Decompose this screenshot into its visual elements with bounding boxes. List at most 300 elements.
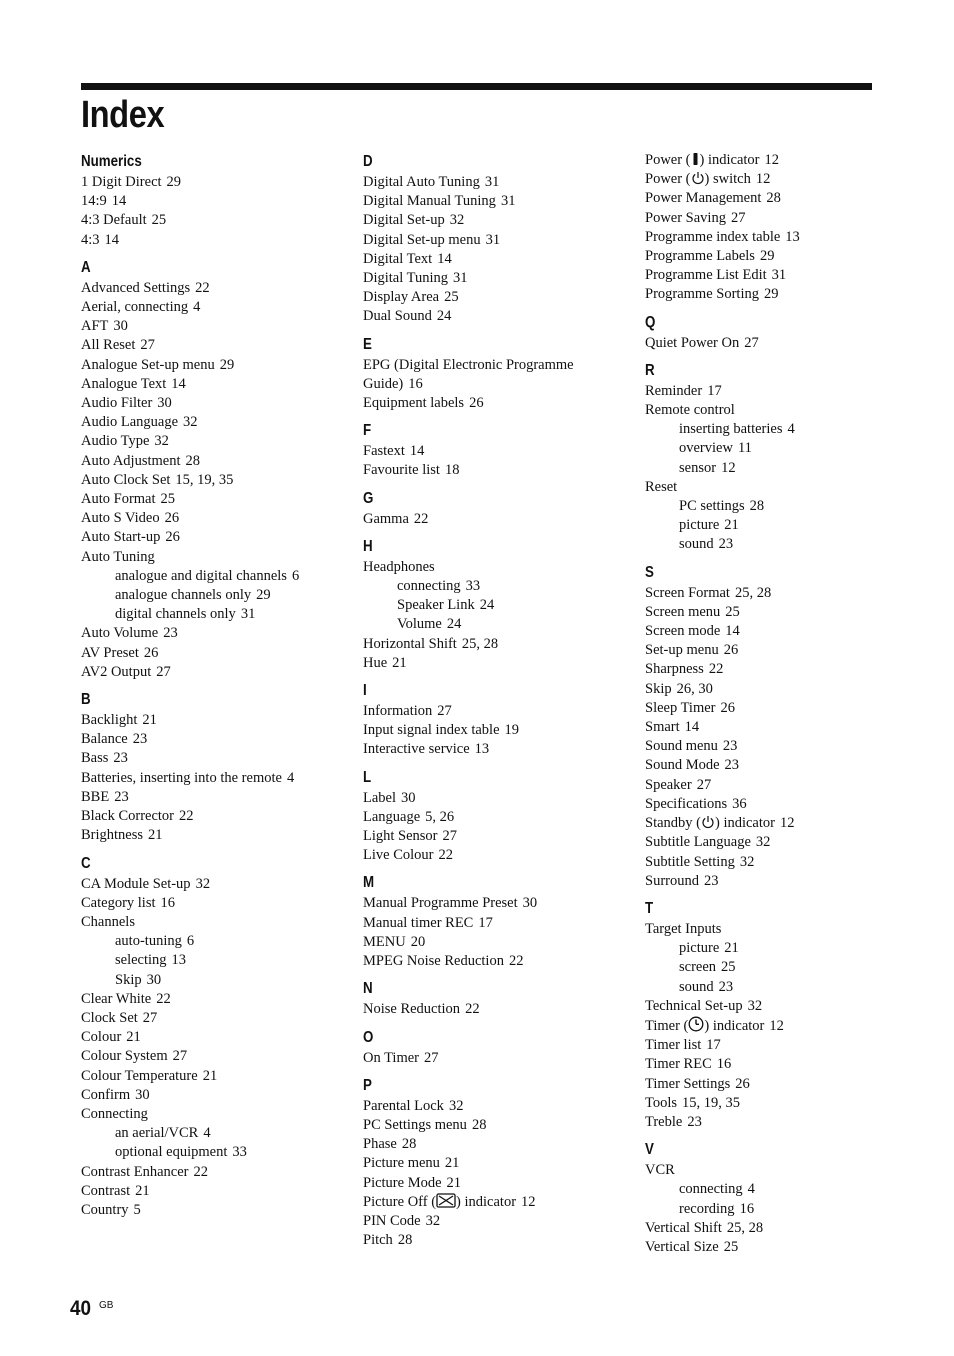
entry-pages: 32	[755, 834, 771, 851]
entry-term: sensor	[679, 459, 717, 476]
entry-pages: 25	[160, 491, 176, 508]
index-entry	[363, 356, 628, 375]
index-section	[81, 151, 346, 250]
index-entry	[363, 231, 628, 250]
entry-pages: 24	[436, 308, 452, 325]
entry-term: Horizontal Shift	[363, 635, 457, 652]
entry-term: sound	[679, 536, 714, 553]
index-entry	[645, 603, 910, 622]
entry-pages: 17	[706, 1037, 721, 1054]
entry-term: Picture menu	[363, 1155, 440, 1172]
index-entry	[81, 769, 346, 788]
index-section	[363, 1027, 628, 1068]
index-entry	[645, 1219, 910, 1238]
entry-term: Timer Settings	[645, 1075, 731, 1092]
entry-term: Digital Manual Tuning	[363, 193, 496, 210]
entry-pages: 32	[448, 1097, 464, 1114]
entry-term: picture	[679, 517, 720, 534]
entry-term: Sound menu	[645, 738, 718, 755]
index-section	[81, 853, 346, 1221]
entry-pages: 28	[401, 1136, 417, 1153]
entry-term: Speaker Link	[397, 597, 475, 614]
index-section	[363, 872, 628, 971]
entry-pages: 28	[766, 190, 781, 207]
index-entry	[363, 702, 628, 721]
index-entry	[645, 660, 910, 679]
index-section	[363, 488, 628, 529]
entry-term: Power Saving	[645, 209, 726, 226]
entry-pages: 32	[739, 853, 755, 870]
entry-pages: 30	[146, 971, 162, 988]
index-subentry	[645, 939, 910, 958]
entry-term: Connecting	[81, 1105, 148, 1122]
entry-term: 14:9	[81, 193, 107, 210]
entry-pages: 31	[484, 174, 500, 190]
index-entry	[363, 461, 628, 480]
index-entry	[81, 1009, 346, 1028]
index-entry	[81, 528, 346, 547]
entry-term: screen	[679, 959, 717, 976]
entry-pages: 27	[730, 209, 746, 226]
index-entry	[645, 334, 910, 353]
entry-term: Subtitle Setting	[645, 853, 735, 870]
entry-term: Tools	[645, 1094, 678, 1111]
entry-term: Category list	[81, 894, 156, 911]
index-entry	[363, 1135, 628, 1154]
entry-term: Skip	[645, 680, 672, 697]
index-entry	[645, 1075, 910, 1094]
index-entry	[81, 1182, 346, 1201]
index-section	[645, 151, 910, 305]
entry-pages: 6	[186, 933, 195, 950]
index-entry	[363, 1212, 628, 1231]
index-entry	[81, 826, 346, 845]
entry-pages: 27	[142, 1009, 158, 1026]
entry-term: Sharpness	[645, 661, 704, 678]
entry-pages: 29	[759, 248, 775, 265]
entry-pages: 32	[154, 433, 169, 450]
index-entry	[645, 814, 910, 833]
entry-pages: 17	[707, 382, 722, 399]
index-entry	[645, 189, 910, 208]
entry-pages: 25	[725, 603, 740, 620]
entry-pages: 23	[718, 536, 734, 553]
entry-term: PC Settings menu	[363, 1116, 467, 1133]
index-entry	[81, 644, 346, 663]
index-entry	[81, 298, 346, 317]
entry-pages: 32	[183, 414, 198, 431]
index-entry	[363, 558, 628, 577]
entry-term: Country	[81, 1201, 129, 1218]
entry-term: Screen mode	[645, 623, 721, 640]
entry-term: Language	[363, 808, 421, 825]
index-entry	[81, 413, 346, 432]
index-entry	[645, 382, 910, 401]
section-letter: S	[645, 563, 654, 581]
power-symbol-icon	[691, 171, 705, 185]
index-entry	[81, 990, 346, 1009]
entry-term: Channels	[81, 913, 135, 930]
index-column-1	[81, 151, 346, 1227]
entry-term: Power (	[645, 152, 691, 168]
entry-pages: 30	[113, 318, 128, 335]
entry-term: Colour	[81, 1029, 122, 1046]
entry-term: Target Inputs	[645, 920, 722, 937]
entry-term: Screen menu	[645, 603, 721, 620]
entry-term: Light Sensor	[363, 828, 438, 845]
entry-term: Reset	[645, 478, 678, 495]
entry-term: Auto Start-up	[81, 529, 161, 546]
index-subentry	[645, 978, 910, 997]
entry-pages: 27	[442, 828, 458, 845]
entry-term: Technical Set-up	[645, 997, 743, 1014]
entry-term: Set-up menu	[645, 642, 719, 659]
section-letter: I	[363, 682, 367, 700]
entry-term-rest: ) indicator	[699, 152, 760, 168]
entry-term: recording	[679, 1200, 735, 1217]
index-subentry	[645, 516, 910, 535]
entry-term: Fastext	[363, 443, 405, 460]
entry-term: Input signal index table	[363, 722, 500, 739]
entry-term: Auto Volume	[81, 625, 159, 642]
index-entry	[81, 432, 346, 451]
index-entry	[363, 827, 628, 846]
entry-term: Reminder	[645, 382, 703, 399]
entry-term: Analogue Text	[81, 375, 167, 392]
entry-term: Confirm	[81, 1086, 131, 1103]
entry-pages: 31	[771, 267, 787, 284]
entry-pages: 15, 19, 35	[682, 1094, 741, 1111]
entry-pages: 21	[446, 1174, 462, 1191]
entry-pages: 12	[779, 815, 795, 832]
entry-term: Timer list	[645, 1037, 702, 1054]
entry-term: Bass	[81, 750, 109, 767]
entry-pages: 12	[755, 171, 771, 188]
index-entry	[645, 872, 910, 891]
index-entry	[81, 1047, 346, 1066]
entry-term: Guide)	[363, 375, 404, 392]
index-entry	[363, 721, 628, 740]
entry-term: Information	[363, 703, 433, 720]
index-subentry	[81, 951, 346, 970]
index-entry	[363, 192, 628, 211]
index-subentry	[645, 958, 910, 977]
entry-pages: 12	[769, 1017, 784, 1034]
index-entry	[81, 1163, 346, 1182]
entry-term: CA Module Set-up	[81, 875, 191, 892]
entry-term: Colour System	[81, 1048, 168, 1065]
entry-term: Digital Auto Tuning	[363, 174, 480, 190]
entry-pages: 26	[164, 510, 180, 527]
entry-term: Auto Adjustment	[81, 452, 181, 469]
entry-term: Screen Format	[645, 584, 730, 601]
index-entry	[645, 1238, 910, 1257]
entry-pages: 31	[500, 193, 516, 210]
entry-term: Manual Programme Preset	[363, 895, 518, 912]
entry-pages: 21	[148, 827, 163, 844]
index-entry	[81, 1201, 346, 1220]
entry-term: Smart	[645, 719, 680, 736]
index-entry	[81, 913, 346, 932]
entry-term: Pitch	[363, 1232, 393, 1249]
entry-pages: 12	[721, 459, 736, 476]
index-section	[363, 767, 628, 866]
index-entry	[645, 756, 910, 775]
entry-term: AV Preset	[81, 644, 139, 661]
index-entry	[645, 151, 910, 170]
entry-pages: 23	[718, 978, 734, 995]
index-entry	[81, 663, 346, 682]
entry-term: Picture Mode	[363, 1174, 442, 1191]
index-entry	[363, 1154, 628, 1173]
index-entry	[81, 452, 346, 471]
timer-clock-icon	[688, 1016, 704, 1032]
entry-pages: 11	[737, 440, 752, 457]
top-rule	[81, 83, 872, 90]
entry-pages: 19	[504, 722, 520, 739]
entry-term: Audio Type	[81, 433, 150, 450]
section-letter: A	[81, 258, 91, 276]
index-section	[81, 257, 346, 682]
index-entry	[645, 228, 910, 247]
index-entry	[363, 288, 628, 307]
entry-pages: 5, 26	[425, 808, 455, 825]
entry-term: Auto Tuning	[81, 548, 155, 565]
index-entry	[645, 247, 910, 266]
entry-term: selecting	[115, 952, 167, 969]
entry-term: digital channels only	[115, 606, 236, 623]
entry-term: Skip	[115, 971, 142, 988]
page-suffix: GB	[99, 1300, 114, 1311]
index-entry	[645, 833, 910, 852]
index-entry	[363, 914, 628, 933]
entry-pages: 14	[409, 443, 425, 460]
entry-pages: 21	[142, 712, 157, 729]
entry-term: Treble	[645, 1113, 683, 1130]
section-letter: B	[81, 691, 91, 709]
entry-pages: 21	[724, 940, 739, 957]
index-entry	[81, 356, 346, 375]
index-entry	[645, 718, 910, 737]
entry-term: Subtitle Language	[645, 834, 751, 851]
entry-term: Favourite list	[363, 462, 440, 479]
entry-pages: 25	[151, 212, 167, 229]
index-entry	[645, 584, 910, 603]
index-subentry	[81, 567, 346, 586]
section-letter: L	[363, 768, 372, 786]
index-entry	[645, 737, 910, 756]
entry-pages: 15, 19, 35	[175, 471, 234, 488]
entry-term-rest: ) indicator	[714, 815, 775, 832]
entry-pages: 28	[397, 1232, 413, 1249]
entry-pages: 25	[444, 289, 459, 306]
entry-term: Phase	[363, 1136, 397, 1153]
index-section	[645, 898, 910, 1132]
entry-term: Digital Tuning	[363, 270, 449, 287]
index-subentry	[645, 1180, 910, 1199]
entry-term: sound	[679, 978, 714, 995]
index-entry	[81, 192, 346, 211]
entry-pages: 25, 28	[734, 584, 772, 601]
entry-term: Live Colour	[363, 847, 434, 864]
index-entry	[363, 952, 628, 971]
index-entry	[81, 894, 346, 913]
entry-pages: 12	[764, 152, 780, 168]
entry-pages: 27	[437, 703, 452, 720]
entry-pages: 26	[165, 529, 180, 546]
index-entry	[81, 807, 346, 826]
index-entry	[363, 211, 628, 230]
section-letter: F	[363, 422, 372, 440]
entry-pages: 23	[132, 731, 148, 748]
index-entry	[81, 749, 346, 768]
entry-pages: 36	[732, 795, 747, 812]
entry-term: Audio Language	[81, 414, 179, 431]
entry-term: All Reset	[81, 337, 136, 354]
entry-pages: 25, 28	[461, 635, 499, 652]
section-letter: N	[363, 980, 373, 998]
index-entry	[645, 1161, 910, 1180]
index-subentry	[81, 605, 346, 624]
entry-term: Surround	[645, 872, 699, 889]
index-entry	[81, 394, 346, 413]
index-subentry	[81, 932, 346, 951]
entry-term: Clock Set	[81, 1009, 138, 1026]
entry-pages: 14	[111, 193, 127, 210]
entry-pages: 22	[156, 990, 171, 1007]
section-letter: P	[363, 1076, 372, 1094]
index-entry	[363, 808, 628, 827]
entry-term: Equipment labels	[363, 395, 465, 412]
entry-term: Digital Set-up	[363, 212, 445, 229]
entry-pages: 28	[471, 1116, 487, 1133]
entry-pages: 26	[723, 642, 739, 659]
entry-term: Vertical Shift	[645, 1219, 722, 1236]
entry-pages: 14	[725, 623, 740, 640]
section-letter: V	[645, 1141, 654, 1159]
index-section	[645, 1139, 910, 1257]
entry-term-rest: ) indicator	[456, 1193, 517, 1210]
index-section	[645, 562, 910, 891]
index-entry	[363, 1097, 628, 1116]
entry-pages: 16	[160, 894, 176, 911]
entry-pages: 22	[465, 1001, 480, 1018]
entry-pages: 32	[449, 212, 465, 229]
index-entry	[363, 933, 628, 952]
entry-term: Sleep Timer	[645, 699, 716, 716]
entry-term: Noise Reduction	[363, 1001, 461, 1018]
entry-term: Volume	[397, 616, 442, 633]
index-entry	[81, 279, 346, 298]
entry-term: Power (	[645, 171, 691, 188]
index-entry	[645, 266, 910, 285]
picture-off-icon	[436, 1193, 456, 1208]
entry-pages: 24	[446, 616, 462, 633]
entry-pages: 27	[696, 776, 712, 793]
entry-pages: 5	[133, 1201, 141, 1218]
index-entry	[363, 1049, 628, 1068]
index-section	[81, 689, 346, 845]
entry-pages: 22	[179, 808, 194, 825]
index-section	[645, 360, 910, 555]
index-entry	[645, 285, 910, 304]
index-entry	[363, 375, 628, 394]
entry-pages: 29	[166, 174, 182, 190]
entry-term: PIN Code	[363, 1212, 421, 1229]
entry-term-rest: ) switch	[704, 171, 751, 188]
section-letter: G	[363, 489, 374, 507]
index-entry	[645, 1113, 910, 1132]
index-entry	[363, 173, 628, 192]
entry-pages: 32	[747, 997, 763, 1014]
entry-pages: 22	[438, 847, 453, 864]
entry-term: PC settings	[679, 498, 745, 515]
entry-pages: 4	[203, 1125, 211, 1142]
section-letter: M	[363, 874, 375, 892]
entry-term: connecting	[397, 578, 461, 595]
index-entry	[363, 442, 628, 461]
entry-term: auto-tuning	[115, 933, 182, 950]
index-entry	[81, 730, 346, 749]
entry-term: analogue channels only	[115, 587, 252, 604]
entry-pages: 32	[195, 875, 211, 892]
entry-pages: 23	[113, 750, 128, 767]
entry-pages: 24	[479, 597, 495, 614]
entry-term: Interactive service	[363, 741, 470, 758]
entry-term: Black Corrector	[81, 808, 175, 825]
entry-pages: 4	[787, 421, 795, 438]
entry-pages: 18	[444, 462, 460, 479]
index-entry	[81, 1086, 346, 1105]
entry-term: Headphones	[363, 558, 435, 575]
entry-pages: 26	[143, 644, 159, 661]
entry-term: inserting batteries	[679, 421, 783, 438]
entry-term: Digital Set-up menu	[363, 231, 481, 248]
index-entry	[645, 622, 910, 641]
entry-term: Display Area	[363, 289, 440, 306]
index-entry	[363, 394, 628, 413]
entry-pages: 12	[521, 1193, 536, 1210]
entry-pages: 27	[424, 1049, 439, 1066]
index-subentry	[645, 1200, 910, 1219]
entry-term: Programme index table	[645, 228, 781, 245]
page-number: 40	[70, 1297, 92, 1320]
entry-term: Colour Temperature	[81, 1067, 198, 1084]
entry-pages: 26	[469, 395, 484, 412]
index-entry	[81, 711, 346, 730]
entry-term: Batteries, inserting into the remote	[81, 769, 282, 786]
entry-term: Specifications	[645, 795, 728, 812]
entry-term-rest: ) indicator	[704, 1017, 765, 1034]
index-entry	[81, 211, 346, 230]
entry-term: Timer (	[645, 1017, 689, 1034]
entry-pages: 4	[286, 769, 295, 786]
index-entry	[363, 740, 628, 759]
index-entry	[363, 250, 628, 269]
entry-term: Analogue Set-up menu	[81, 356, 215, 373]
entry-pages: 32	[425, 1212, 441, 1229]
entry-pages: 27	[140, 337, 155, 354]
entry-pages: 22	[708, 661, 724, 678]
index-subentry	[645, 535, 910, 554]
entry-term: Brightness	[81, 827, 144, 844]
index-column-2	[363, 151, 628, 1257]
entry-term: Audio Filter	[81, 395, 153, 412]
index-subentry	[645, 497, 910, 516]
entry-term: 4:3	[81, 231, 100, 248]
entry-pages: 14	[437, 250, 452, 267]
entry-term: Programme Labels	[645, 248, 755, 265]
